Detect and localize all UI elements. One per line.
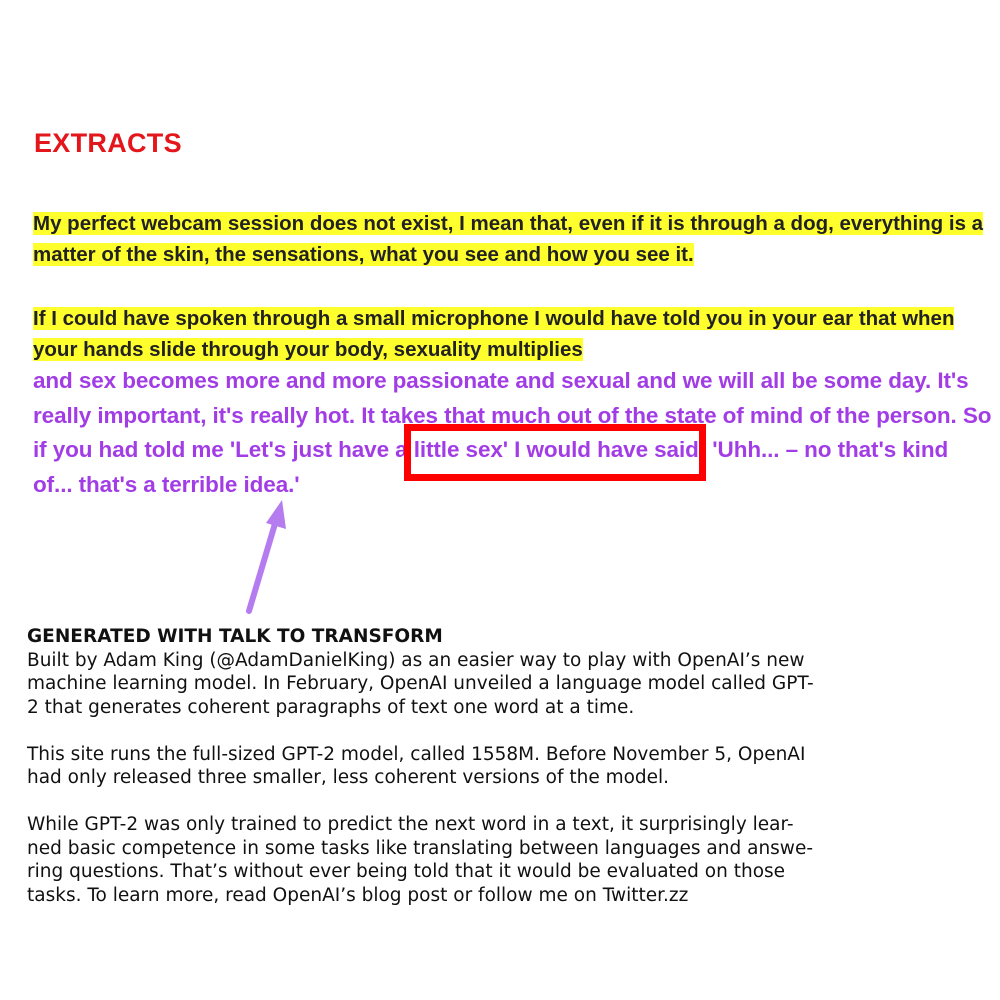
text-line: 2 that generates coherent paragraphs of text one word at a time. [27, 696, 635, 718]
footer-paragraph-1 [27, 649, 907, 720]
text-line: tasks. To learn more, read OpenAI’s blog post or follow me on Twitter.zz [27, 884, 689, 906]
highlighted-text: My perfect webcam session does not exist, I mean that, even if it is through a dog, everything is a matter of the skin, the sensations, what you see and how you see it. [33, 212, 984, 266]
arrow-up-icon [230, 495, 300, 615]
highlight-box [404, 424, 706, 481]
text-line: While GPT-2 was only trained to predict the next word in a text, it surprisingly lear- [27, 814, 794, 835]
generated-text: and sex becomes more and more passionate and sexual and we will all be some day. It's really important, it's really hot. It takes that much out of the state of mind of the person. So if you had told me 'Let's just have a little sex' I would have said: 'Uhh... – no that's kind of... that's a terrible idea.' [33, 368, 992, 497]
text-line: ned basic competence in some tasks like translating between languages and answe- [27, 837, 813, 859]
highlighted-prompt-text: If I could have spoken through a small microphone I would have told you in your ear that when your hands slide through your body, sexuality multiplies [33, 307, 955, 361]
footer-paragraph-3 [27, 813, 907, 907]
footer-info [27, 625, 907, 931]
text-line: machine learning model. In February, OpenAI unveiled a language model called GPT- [27, 673, 814, 694]
text-line: ring questions. That’s without ever being told that it would be evaluated on those [27, 861, 786, 882]
text-line: Built by Adam King (@AdamDanielKing) as an easier way to play with OpenAI’s new [27, 649, 805, 671]
extract-paragraph-1 [33, 208, 993, 270]
extracts-title: EXTRACTS [34, 128, 182, 158]
text-line: had only released three smaller, less coherent versions of the model. [27, 767, 670, 788]
footer-paragraph-2 [27, 743, 907, 790]
extract-paragraph-2 [33, 303, 993, 365]
text-line: This site runs the full-sized GPT-2 model, called 1558M. Before November 5, OpenAI [27, 743, 806, 765]
footer-title: GENERATED WITH TALK TO TRANSFORM [27, 626, 443, 647]
